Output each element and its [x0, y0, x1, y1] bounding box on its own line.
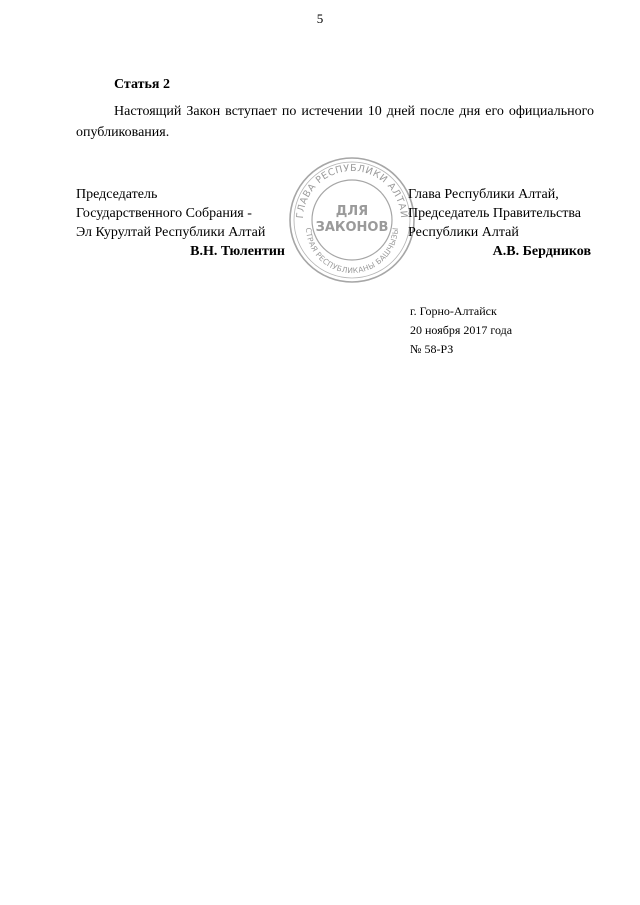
signature-right-name: А.В. Бердников — [492, 244, 591, 259]
signature-right-line-1: Глава Республики Алтай, — [408, 187, 559, 202]
stamp-ring-top-text: ГЛАВА РЕСПУБЛИКИ АЛТАЙ — [294, 162, 410, 219]
signature-left-line-3: Эл Курултай Республики Алтай — [76, 225, 266, 240]
signature-left-line-1: Председатель — [76, 187, 158, 202]
footer-city: г. Горно-Алтайск — [410, 304, 497, 318]
footer-law-number: № 58-РЗ — [410, 342, 454, 356]
place-date-block — [410, 302, 512, 359]
signature-left-line-2: Государственного Собрания - — [76, 206, 252, 221]
signature-right-line-2: Председатель Правительства — [408, 206, 581, 221]
signature-block-chairman — [76, 185, 286, 261]
stamp-center-line-2: ЗАКОНОВ — [315, 220, 389, 235]
footer-date: 20 ноября 2017 года — [410, 323, 513, 337]
signature-right-line-3: Республики Алтай — [408, 225, 519, 240]
stamp-center-line-1: ДЛЯ — [335, 204, 369, 219]
stamp-ring-bottom-text: СТРАЯ РЕСПУБЛИКАНЫ БАШЧЫЗЫ — [303, 227, 401, 276]
article-text: Настоящий Закон вступает по истечении 10 дней после дня его официального опубликования. — [76, 104, 594, 140]
article-title: Статья 2 — [114, 77, 170, 92]
official-stamp — [287, 155, 417, 285]
signature-block-head — [408, 185, 598, 261]
signature-left-name: В.Н. Тюлентин — [190, 244, 285, 259]
page-number: 5 — [316, 11, 324, 26]
